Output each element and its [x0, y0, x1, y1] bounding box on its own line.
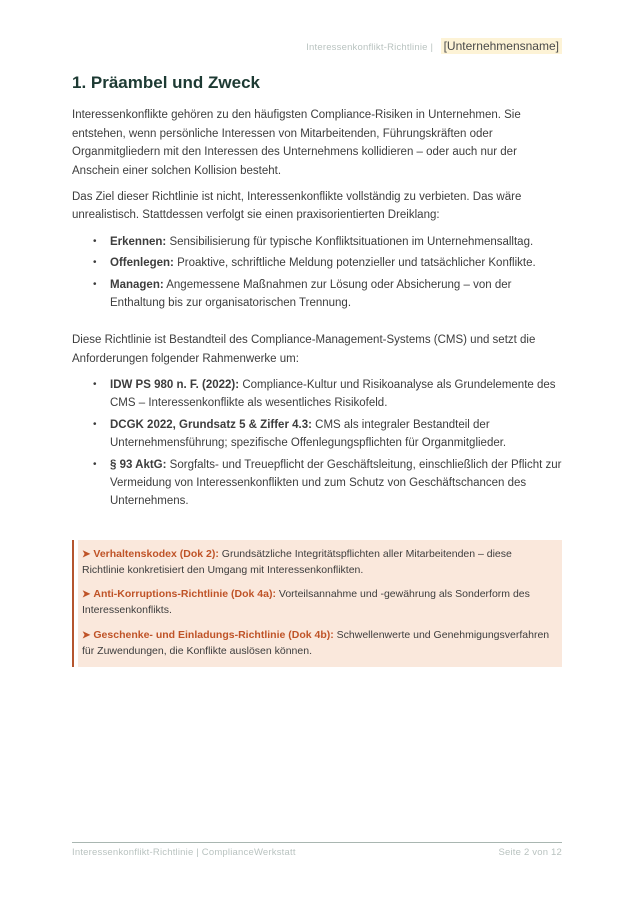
- bullet-text: Proaktive, schriftliche Meldung potenzieller und tatsächlicher Konflikte.: [177, 257, 536, 270]
- list-item: [110, 416, 562, 453]
- cross-reference-callout-box: [72, 540, 562, 668]
- page-footer: [72, 842, 562, 858]
- callout-label: Verhaltenskodex (Dok 2):: [93, 547, 219, 560]
- list-item: [110, 276, 562, 313]
- bullet-text: Compliance-Kultur und Risikoanalyse als Grundelemente des CMS – Interessenkonflikte als wesentliches Risikofeld.: [110, 379, 556, 410]
- list-item: [110, 456, 562, 511]
- bullet-label: Managen:: [110, 278, 164, 291]
- bullet-text: Sorgfalts- und Treuepflicht der Geschäftsleitung, einschließlich der Pflicht zur Vermeidung von Interessenkonflikten und zum Schutz von Geschäftschancen des Unternehmens.: [110, 458, 562, 508]
- callout-item: [82, 628, 552, 660]
- arrow-right-icon: ➤: [82, 548, 91, 560]
- framework-bullet-list: [72, 376, 562, 511]
- section-heading: 1. Präambel und Zweck: [72, 73, 261, 92]
- bullet-text: Angemessene Maßnahmen zur Lösung oder Absicherung – von der Enthaltung bis zur organisatorischen Trennung.: [110, 278, 512, 309]
- list-item: [110, 254, 562, 272]
- bullet-text: CMS als integraler Bestandteil der Unternehmensführung; spezifische Offenlegungspflichten für Organmitglieder.: [110, 418, 507, 450]
- callout-text: Schwellenwerte und Genehmigungsverfahren für Zuwendungen, die Konflikte auslösen können.: [82, 628, 550, 657]
- callout-label: Anti-Korruptions-Richtlinie (Dok 4a):: [93, 588, 276, 601]
- arrow-right-icon: ➤: [82, 589, 91, 601]
- arrow-right-icon: ➤: [82, 629, 91, 641]
- callout-shaded-area: [78, 540, 562, 668]
- footer-doc-info: Interessenkonflikt-Richtlinie | ComplianceWerkstatt: [72, 847, 296, 858]
- document-body: [72, 73, 562, 667]
- header-doc-title: Interessenkonflikt-Richtlinie |: [306, 42, 434, 53]
- bullet-text: Sensibilisierung für typische Konfliktsituationen im Unternehmensalltag.: [169, 235, 534, 248]
- intro-paragraph: Interessenkonflikte gehören zu den häufigsten Compliance-Risiken in Unternehmen. Sie entstehen, wenn persönliche Interessen von Mitarbeitenden, Führungskräften oder Organmitgliedern mit den Interessen des Unternehmens kollidieren – oder auch nur der Anschein einer solchen Kollision besteht.: [72, 109, 521, 177]
- goal-paragraph: Das Ziel dieser Richtlinie ist nicht, Interessenkonflikte vollständig zu verbieten. Das wäre unrealistisch. Stattdessen verfolgt sie einen praxisorientierten Dreiklang:: [72, 190, 522, 222]
- callout-label: Geschenke- und Einladungs-Richtlinie (Dok 4b):: [93, 628, 334, 641]
- list-item: [110, 233, 562, 251]
- callout-text: Grundsätzliche Integritätspflichten aller Mitarbeitenden – diese Richtlinie konkretisiert den Umgang mit Interessenkonflikten.: [82, 547, 512, 576]
- bullet-label: Offenlegen:: [110, 257, 174, 270]
- triad-bullet-list: [72, 233, 562, 313]
- list-item: [110, 376, 562, 413]
- callout-item: [82, 547, 552, 579]
- footer-page-number: Seite 2 von 12: [498, 847, 562, 858]
- bullet-label: DCGK 2022, Grundsatz 5 & Ziffer 4.3:: [110, 418, 312, 431]
- frameworks-paragraph: Diese Richtlinie ist Bestandteil des Compliance-Management-Systems (CMS) und setzt die Anforderungen folgender Rahmenwerke um:: [72, 334, 536, 365]
- callout-item: [82, 587, 552, 619]
- callout-text: Vorteilsannahme und -gewährung als Sonderform des Interessenkonflikts.: [82, 588, 530, 617]
- company-name-placeholder[interactable]: [Unternehmensname]: [441, 38, 562, 54]
- page-header: [72, 37, 562, 55]
- bullet-label: § 93 AktG:: [110, 458, 167, 471]
- bullet-label: IDW PS 980 n. F. (2022):: [110, 379, 240, 392]
- bullet-label: Erkennen:: [110, 235, 167, 248]
